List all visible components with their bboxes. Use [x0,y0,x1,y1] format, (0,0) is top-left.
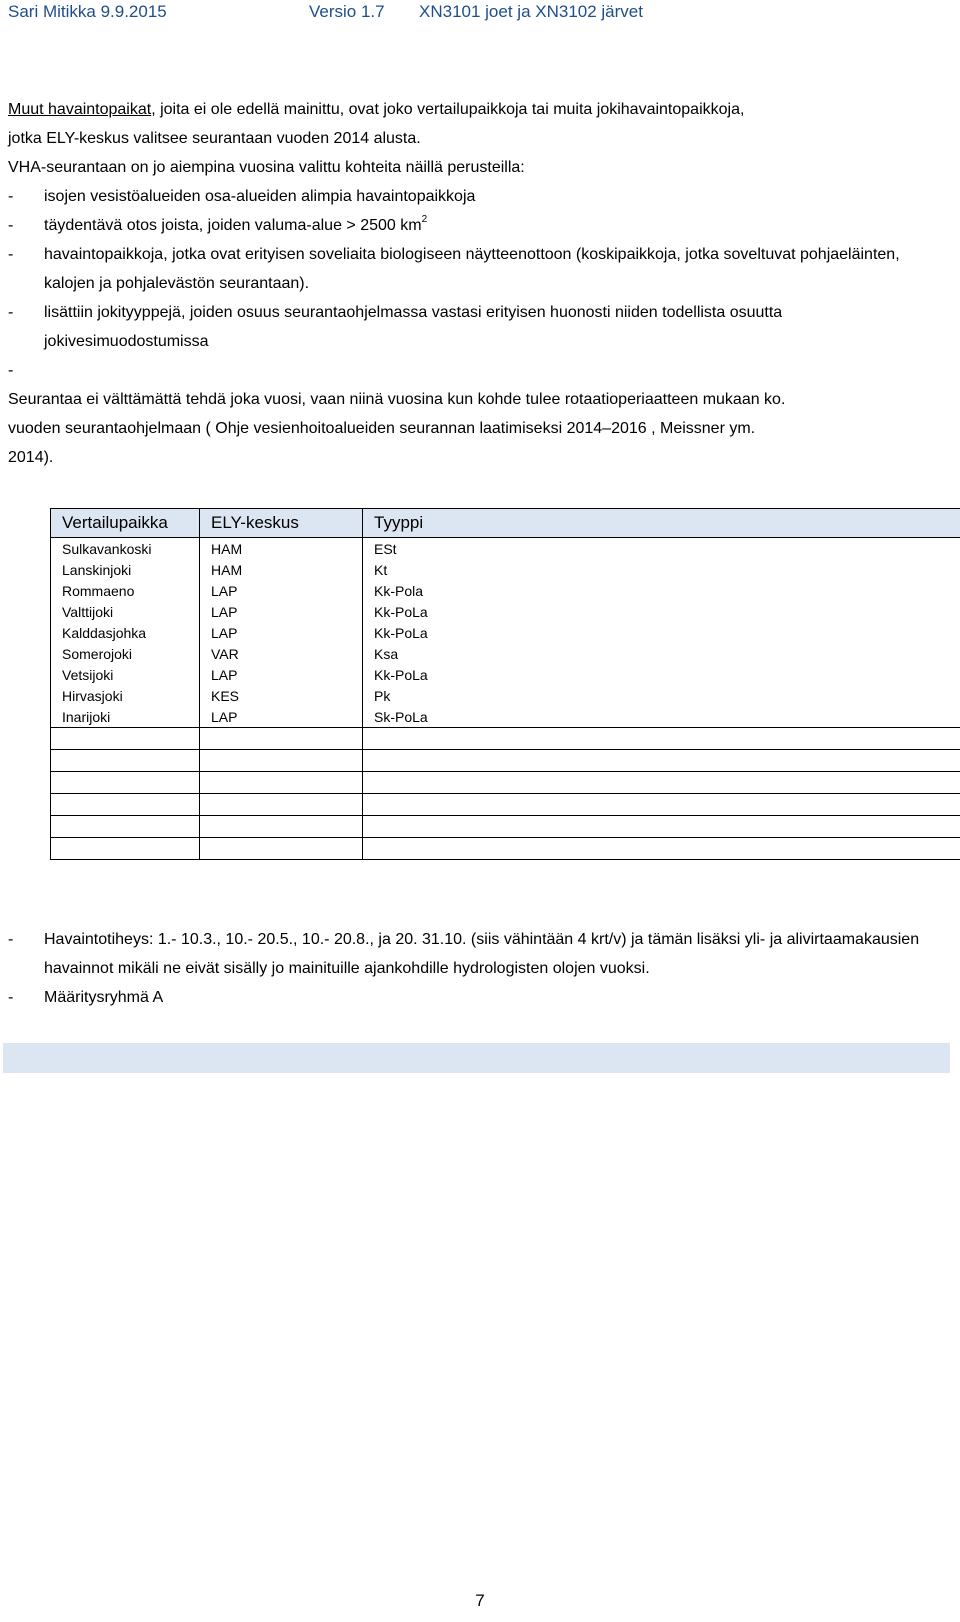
table-header-row [51,509,960,538]
vertailupaikka-table [50,508,960,860]
table-row [51,580,960,601]
table-header-cell: Vertailupaikka [51,509,200,538]
table-empty-cell [363,750,960,772]
blue-bar [3,1043,950,1073]
table-empty-cell [363,838,960,860]
table-cell: Kk-PoLa [363,664,960,685]
table-cell: Kk-Pola [363,580,960,601]
table-empty-rows [51,728,960,860]
paragraph-line-1: Seurantaa ei välttämättä tehdä joka vuosi, vaan niinä vuosina kun kohde tulee rotaatioperiaatteen mukaan ko. [8,391,786,408]
body-text [8,95,948,472]
table-empty-row [51,728,960,750]
table-cell: LAP [200,580,363,601]
table-empty-row [51,750,960,772]
table-row [51,538,960,560]
table-cell: Ksa [363,643,960,664]
table-cell: Vetsijoki [51,664,200,685]
table-row [51,643,960,664]
table-row [51,685,960,706]
table-header-cell: ELY-keskus [200,509,363,538]
table-empty-cell [200,728,363,750]
table-empty-row [51,838,960,860]
table-cell: Pk [363,685,960,706]
table-cell: Kk-PoLa [363,622,960,643]
table-empty-cell [363,794,960,816]
criteria-item: - täydentävä otos joista, joiden valuma-alue > 2500 $km^2$ [8,213,428,234]
criteria-item: - isojen vesistöalueiden osa-alueiden alimpia havaintopaikkoja [8,188,476,205]
table-cell: Kt [363,559,960,580]
table-empty-cell [51,794,200,816]
table-cell: Inarijoki [51,706,200,728]
table-cell: LAP [200,601,363,622]
table-empty-row [51,794,960,816]
table-empty-cell [363,728,960,750]
table-empty-cell [363,816,960,838]
criteria-item: - lisättiin jokityyppejä, joiden osuus seurantaohjelmassa vastasi erityisen huonosti niiden todellista osuutta jokivesimuodostumissa [8,304,783,350]
table-empty-row [51,772,960,794]
intro-line-3: VHA-seurantaan on jo aiempina vuosina valittu kohteita näillä perusteilla: [8,159,525,176]
muut-havaintopaikat-link: Muut havaintopaikat [8,101,152,118]
bullet-item: - Määritysryhmä A [8,989,164,1006]
table-row [51,664,960,685]
table-empty-cell [363,772,960,794]
intro-line-2: jotka ELY-keskus valitsee seurantaan vuoden 2014 alusta. [8,130,421,147]
table-cell: Somerojoki [51,643,200,664]
table-empty-cell [200,750,363,772]
table-empty-cell [200,794,363,816]
table-empty-cell [51,750,200,772]
bullet-item: - Havaintotiheys: 1.- 10.3., 10.- 20.5., 10.- 20.8., ja 20. 31.10. (siis vähintään 4 krt/v) ja tämän lisäksi yli- ja alivirtaamakausien havainnot mikäli ne eivät sisälly jo mainituille ajankohdille hydrologisten olojen vuoksi. [8,931,920,977]
table-empty-cell [51,772,200,794]
table-cell: Rommaeno [51,580,200,601]
header-title: XN3101 joet ja XN3102 järvet [419,2,643,21]
table-cell: Lanskinjoki [51,559,200,580]
table-row [51,601,960,622]
table-cell: Sk-PoLa [363,706,960,728]
page-number: 7 [475,1591,485,1610]
paragraph-line-3: 2014). [8,449,54,466]
table-cell: HAM [200,538,363,560]
header-author-date: Sari Mitikka 9.9.2015 [8,2,167,21]
page-header [8,0,948,26]
table-row [51,622,960,643]
table-header-cell: Tyyppi [363,509,960,538]
table-cell: LAP [200,706,363,728]
table-data-rows [51,538,960,728]
table-cell: KES [200,685,363,706]
table-cell: Kalddasjohka [51,622,200,643]
table-empty-cell [200,772,363,794]
table-cell: Hirvasjoki [51,685,200,706]
table-empty-row [51,816,960,838]
criteria-item: - havaintopaikkoja, jotka ovat erityisen soveliaita biologiseen näytteenottoon (koskipaikkoja, jotka soveltuvat pohjaeläinten, kalojen ja pohjalevästön seurantaan). [8,246,900,292]
bottom-text [8,925,948,1012]
table-empty-cell [200,816,363,838]
table-empty-cell [200,838,363,860]
table-row [51,706,960,728]
table-cell: ESt [363,538,960,560]
superscript: 2 [421,213,428,225]
table-cell: Kk-PoLa [363,601,960,622]
table-cell: VAR [200,643,363,664]
table-empty-cell [51,816,200,838]
table-cell: HAM [200,559,363,580]
table-cell: Sulkavankoski [51,538,200,560]
table-cell: LAP [200,622,363,643]
table-empty-cell [51,728,200,750]
table-cell: Valttijoki [51,601,200,622]
header-version: Versio 1.7 [309,2,385,21]
table-cell: LAP [200,664,363,685]
intro-line-1: Muut havaintopaikat, joita ei ole edellä mainittu, ovat joko vertailupaikkoja tai muita jokihavaintopaikkoja, [8,101,745,118]
table-row [51,559,960,580]
criteria-item-empty: - [8,362,14,379]
paragraph-line-2: vuoden seurantaohjelmaan ( Ohje vesienhoitoalueiden seurannan laatimiseksi 2014–2016 , Meissner ym. [8,420,756,437]
table-empty-cell [51,838,200,860]
